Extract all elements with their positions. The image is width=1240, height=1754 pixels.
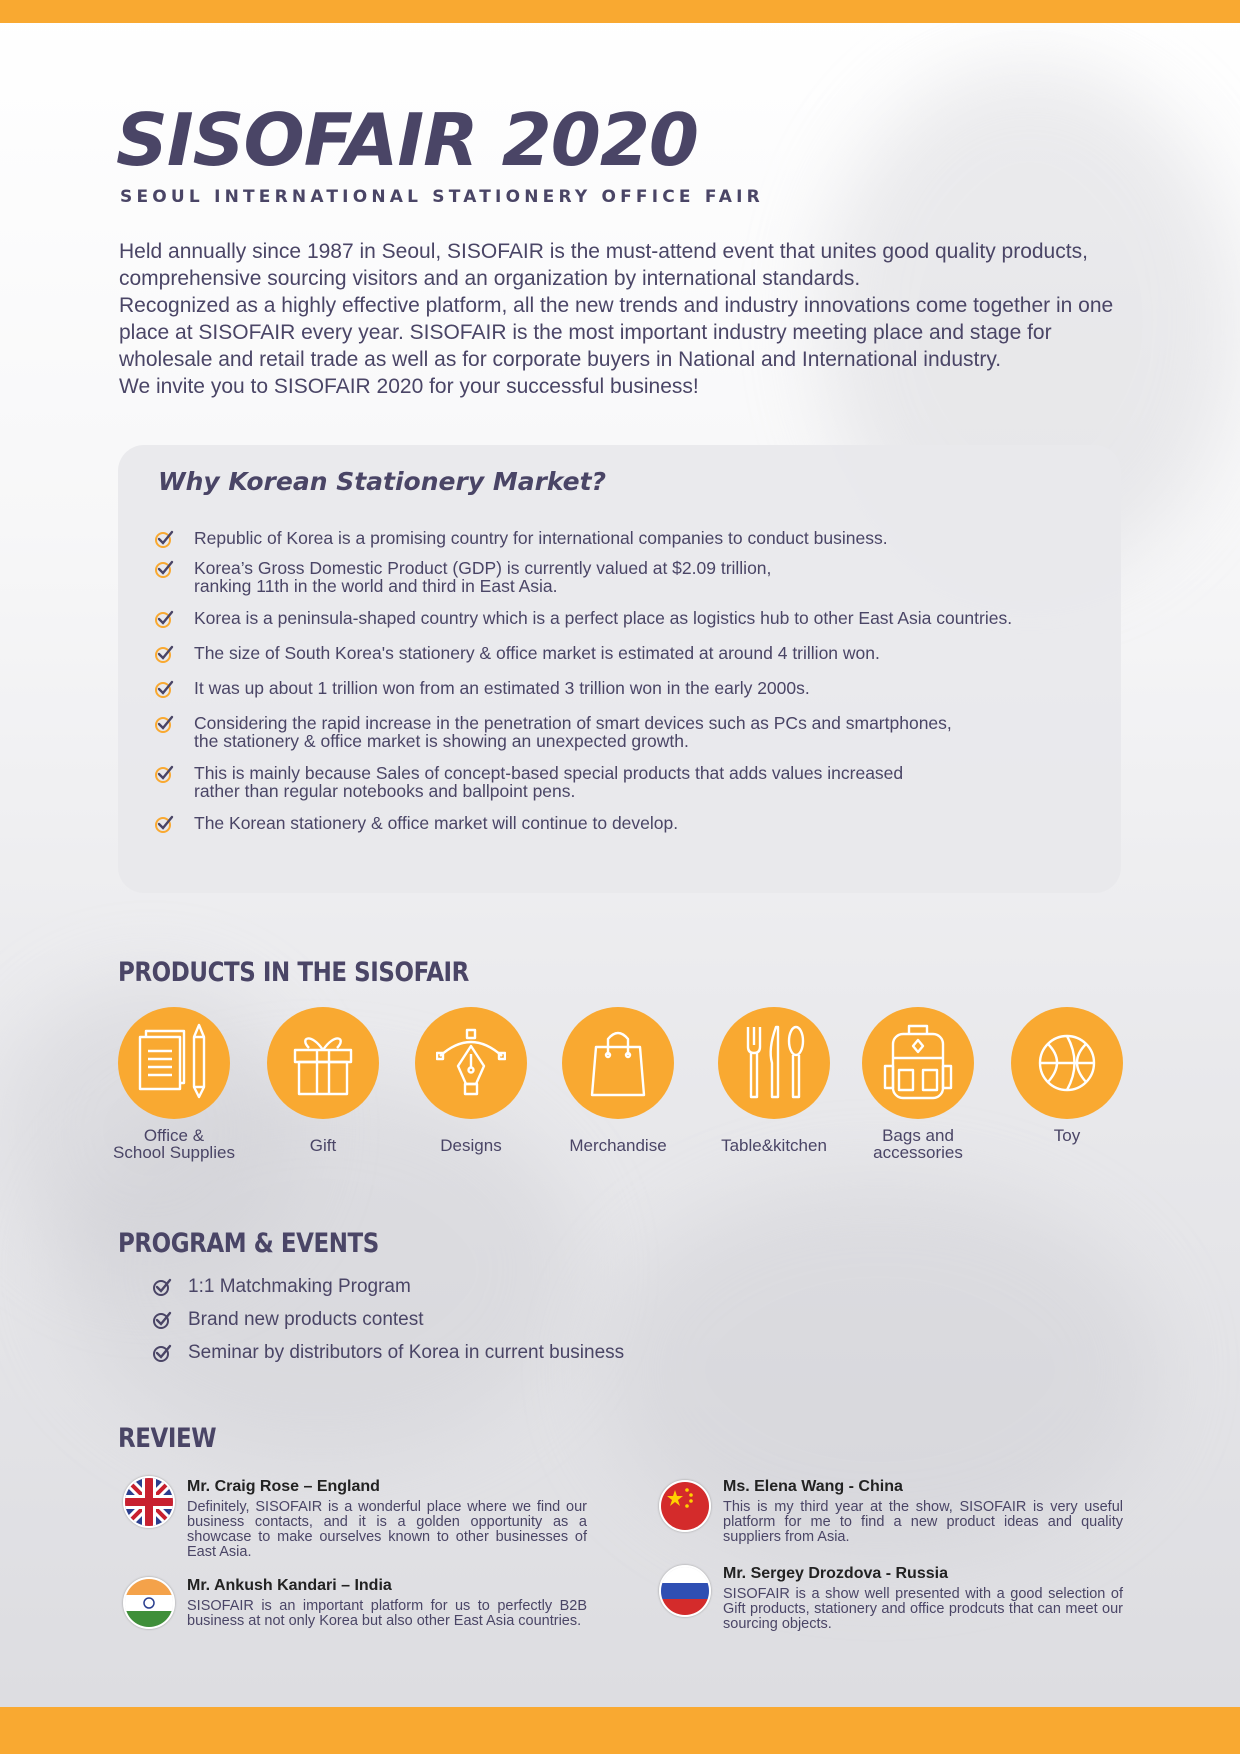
product-label: Designs [440,1136,502,1155]
why-item-text: rather than regular notebooks and ballpoint pens. [194,781,576,801]
check-icon [154,679,174,699]
event-label: Brand new products contest [188,1309,424,1330]
why-item-text: Korea’s Gross Domestic Product (GDP) is currently valued at $2.09 trillion, [194,558,772,578]
review-text: SISOFAIR is an important platform for us to perfectly B2B business at not only Korea but also other East Asia countries. [187,1598,587,1629]
product-icon-circle [267,1007,379,1119]
why-item-text: Republic of Korea is a promising country for international companies to conduct business. [194,528,888,548]
review-text: This is my third year at the show, SISOFAIR is very useful platform for me to find a new product ideas and quality suppliers from Asia. [723,1499,1123,1545]
review-item [187,1577,587,1629]
pen-tool-icon [436,1026,506,1100]
intro-paragraph: We invite you to SISOFAIR 2020 for your successful business! [119,375,699,398]
list-item [152,1276,624,1309]
list-item [154,609,1124,627]
list-item [154,679,1124,697]
list-item [154,529,1124,547]
why-item-text: Korea is a peninsula-shaped country which is a perfect place as logistics hub to other East Asia countries. [194,608,1013,628]
product-label: Bags and accessories [873,1126,963,1162]
check-icon [154,609,174,629]
intro-paragraph: Held annually since 1987 in Seoul, SISOFAIR is the must-attend event that unites good quality products, comprehensive sourcing visitors and an organization by international standards. [119,240,1088,290]
list-item [154,814,1124,832]
page-subtitle: SEOUL INTERNATIONAL STATIONERY OFFICE FAIR [120,187,764,207]
shopping-bag-icon [588,1025,648,1101]
product-item [694,1007,854,1154]
gift-box-icon [291,1028,355,1098]
why-item-text: The size of South Korea's stationery & office market is estimated at around 4 trillion won. [194,643,880,663]
check-icon [152,1343,172,1363]
review-text: SISOFAIR is a show well presented with a good selection of Gift products, stationery and office prodcuts that can meet our sourcing objects. [723,1586,1123,1632]
top-accent-bar [0,0,1240,23]
page-title: SISOFAIR 2020 [116,98,699,182]
check-icon [154,814,174,834]
why-korea-panel [118,445,1121,893]
events-list [152,1276,624,1375]
product-item [838,1007,998,1161]
review-text: Definitely, SISOFAIR is a wonderful place where we find our business contacts, and it is a golden opportunity as a showcase to make ourselves known to other businesses of East Asia. [187,1499,587,1560]
product-item [391,1007,551,1154]
events-heading: PROGRAM & EVENTS [118,1228,379,1259]
review-item [723,1478,1123,1545]
russia-flag-icon [659,1565,711,1617]
reviewer-name: Mr. Craig Rose – England [187,1478,380,1495]
list-item [152,1309,624,1342]
uk-flag-icon [123,1476,175,1528]
review-item [723,1565,1123,1632]
check-icon [154,644,174,664]
check-icon [154,559,174,579]
product-icon-circle [415,1007,527,1119]
why-item-text: The Korean stationery & office market will continue to develop. [194,813,679,833]
basketball-icon [1036,1032,1098,1094]
check-icon [154,714,174,734]
reviewer-name: Ms. Elena Wang - China [723,1478,903,1495]
list-item [154,644,1124,662]
china-flag-icon [659,1480,711,1532]
product-item [538,1007,698,1154]
product-item [94,1007,254,1161]
product-icon-circle [562,1007,674,1119]
check-icon [154,529,174,549]
list-item [152,1342,624,1375]
backpack-icon [881,1022,955,1104]
product-item [987,1007,1147,1144]
event-label: Seminar by distributors of Korea in current business [188,1342,625,1363]
cutlery-icon [742,1023,806,1103]
list-item [154,559,1124,595]
product-label: Office & School Supplies [113,1126,235,1162]
intro-paragraph: Recognized as a highly effective platform, all the new trends and industry innovations come together in one place at SISOFAIR every year. SISOFAIR is the most important industry meeting place and stage for wholesale and retail trade as well as for corporate buyers in National and International industry. [119,294,1114,371]
why-item-text: It was up about 1 trillion won from an estimated 3 trillion won in the early 2000s. [194,678,810,698]
intro-text [119,238,1129,400]
review-heading: REVIEW [118,1423,217,1454]
reviewer-name: Mr. Sergey Drozdova - Russia [723,1565,948,1582]
event-label: 1:1 Matchmaking Program [188,1276,411,1297]
list-item [154,764,1124,800]
documents-pencil-icon [136,1023,212,1103]
why-item-text: Considering the rapid increase in the penetration of smart devices such as PCs and smartphones, [194,713,952,733]
why-korea-heading: Why Korean Stationery Market? [158,467,607,496]
why-item-text: This is mainly because Sales of concept-based special products that adds values increased [194,763,904,783]
product-icon-circle [1011,1007,1123,1119]
product-label: Table&kitchen [721,1136,827,1155]
product-icon-circle [862,1007,974,1119]
why-item-text: ranking 11th in the world and third in East Asia. [194,576,558,596]
review-item [187,1478,587,1560]
product-label: Toy [1053,1126,1081,1145]
check-icon [152,1310,172,1330]
product-icon-circle [118,1007,230,1119]
product-label: Merchandise [569,1136,667,1155]
bottom-accent-bar [0,1707,1240,1754]
product-item [243,1007,403,1154]
check-icon [154,764,174,784]
products-heading: PRODUCTS IN THE SISOFAIR [118,957,469,988]
list-item [154,714,1124,750]
product-label: Gift [309,1136,337,1155]
reviewer-name: Mr. Ankush Kandari – India [187,1577,392,1594]
india-flag-icon [123,1577,175,1629]
product-icon-circle [718,1007,830,1119]
why-item-text: the stationery & office market is showing an unexpected growth. [194,731,689,751]
check-icon [152,1277,172,1297]
